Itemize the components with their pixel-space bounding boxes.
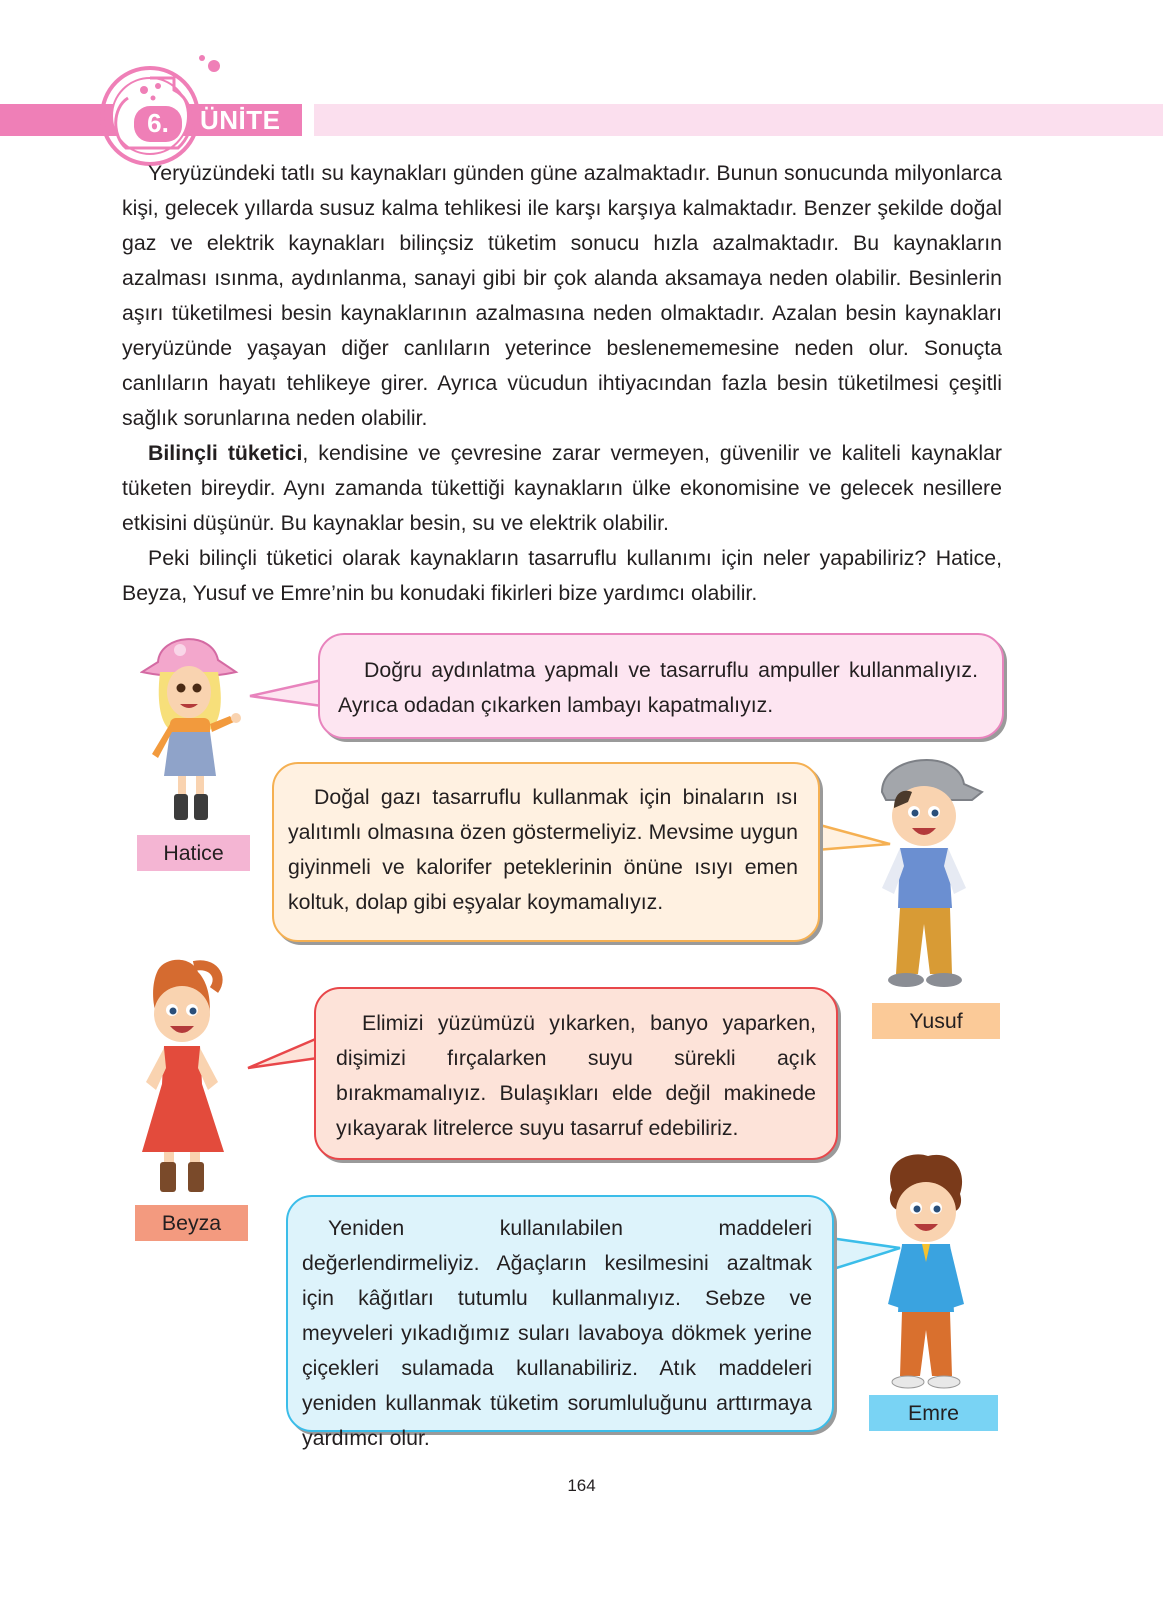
speech-tail	[814, 820, 892, 856]
bubble-text: Doğru aydınlatma yapmalı ve tasarruflu ampuller kullanmalıyız. Ayrıca odadan çıkarken lambayı kapatmalıyız.	[338, 658, 978, 717]
paragraph: Peki bilinçli tüketici olarak kaynakların tasarruflu kullanımı için neler yapabiliriz? Hatice, Beyza, Yusuf ve Emre’nin bu konudaki fikirleri bize yardımcı olabilir.	[122, 546, 1002, 605]
body-text	[122, 156, 1002, 611]
hatice-illustration	[140, 626, 252, 826]
bubble-text: Doğal gazı tasarruflu kullanmak için binaların ısı yalıtımlı olmasına özen göstermeliyiz. Mevsime uygun giyinmeli ve kalorifer peteklerinin önüne ısıyı emen koltuk, dolap gibi eşyalar koymamalıyız.	[288, 785, 798, 914]
speech-tail	[248, 676, 324, 712]
page-number: 164	[567, 1476, 596, 1495]
yusuf-illustration	[872, 748, 988, 998]
unit-label: ÜNİTE	[200, 105, 281, 135]
speaker-label-emre: Emre	[869, 1395, 998, 1431]
speech-tail	[828, 1236, 902, 1276]
speaker-label-yusuf: Yusuf	[872, 1003, 1000, 1039]
beyza-illustration	[132, 956, 240, 1196]
paragraph: Yeryüzündeki tatlı su kaynakları günden güne azalmaktadır. Bunun sonucunda milyonlarca kişi, gelecek yıllarda susuz kalma tehlikesi ile karşı karşıya kalmaktadır. Benzer şekilde doğal gaz ve elektrik kaynakları bilinçsiz tüketim sonucu hızla azalmaktadır. Bu kaynakların azalması ısınma, aydınlanma, sanayi gibi bir çok alanda aksamaya neden olabilir. Besinlerin aşırı tüketilmesi besin kaynaklarının azalmasına neden olmaktadır. Azalan besin kaynakları yeryüzünde yaşayan diğer canlıların yeterince beslenememesine neden olur. Sonuçta canlıların hayatı tehlikeye girer. Ayrıca vücudun ihtiyacından fazla besin tüketilmesi çeşitli sağlık sorunlarına neden olabilir.	[122, 161, 1002, 430]
paragraph	[122, 436, 1002, 541]
speech-bubble-yusuf	[272, 762, 820, 942]
speech-bubble-emre	[286, 1195, 834, 1450]
speech-bubble-hatice	[318, 633, 1004, 739]
speech-tail	[246, 1036, 320, 1076]
bubble-text: Elimizi yüzümüzü yıkarken, banyo yaparken, dişimizi fırçalarken suyu sürekli açık bırakmamalıyız. Bulaşıkları elde değil makinede yıkayarak litrelerce suyu tasarruf edebiliriz.	[336, 1011, 816, 1140]
paragraph-text: , kendisine ve çevresine zarar vermeyen, güvenilir ve kaliteli kaynaklar tüketen bireydir. Aynı zamanda tükettiği kaynakların ülke ekonomisine ve gelecek nesillere etkisini düşünür. Bu kaynaklar besin, su ve elektrik olabilir.	[122, 441, 1003, 535]
speaker-label-hatice: Hatice	[137, 835, 250, 871]
bubble-text: Yeniden kullanılabilen maddeleri değerlendirmeliyiz. Ağaçların kesilmesini azaltmak için kâğıtları tutumlu kullanmalıyız. Sebze ve meyveleri yıkadığımız suları lavaboya dökmek yerine çiçekleri sulamada kullanabiliriz. Atık maddeleri yeniden kullanmak tüketim sorumluluğunu arttırmaya yardımcı olur.	[302, 1216, 812, 1450]
speaker-label-beyza: Beyza	[135, 1205, 248, 1241]
speech-bubble-beyza	[314, 987, 838, 1160]
bold-term: Bilinçli tüketici	[148, 441, 303, 465]
unit-number: 6.	[147, 108, 169, 138]
header-bar-light	[314, 104, 1163, 136]
